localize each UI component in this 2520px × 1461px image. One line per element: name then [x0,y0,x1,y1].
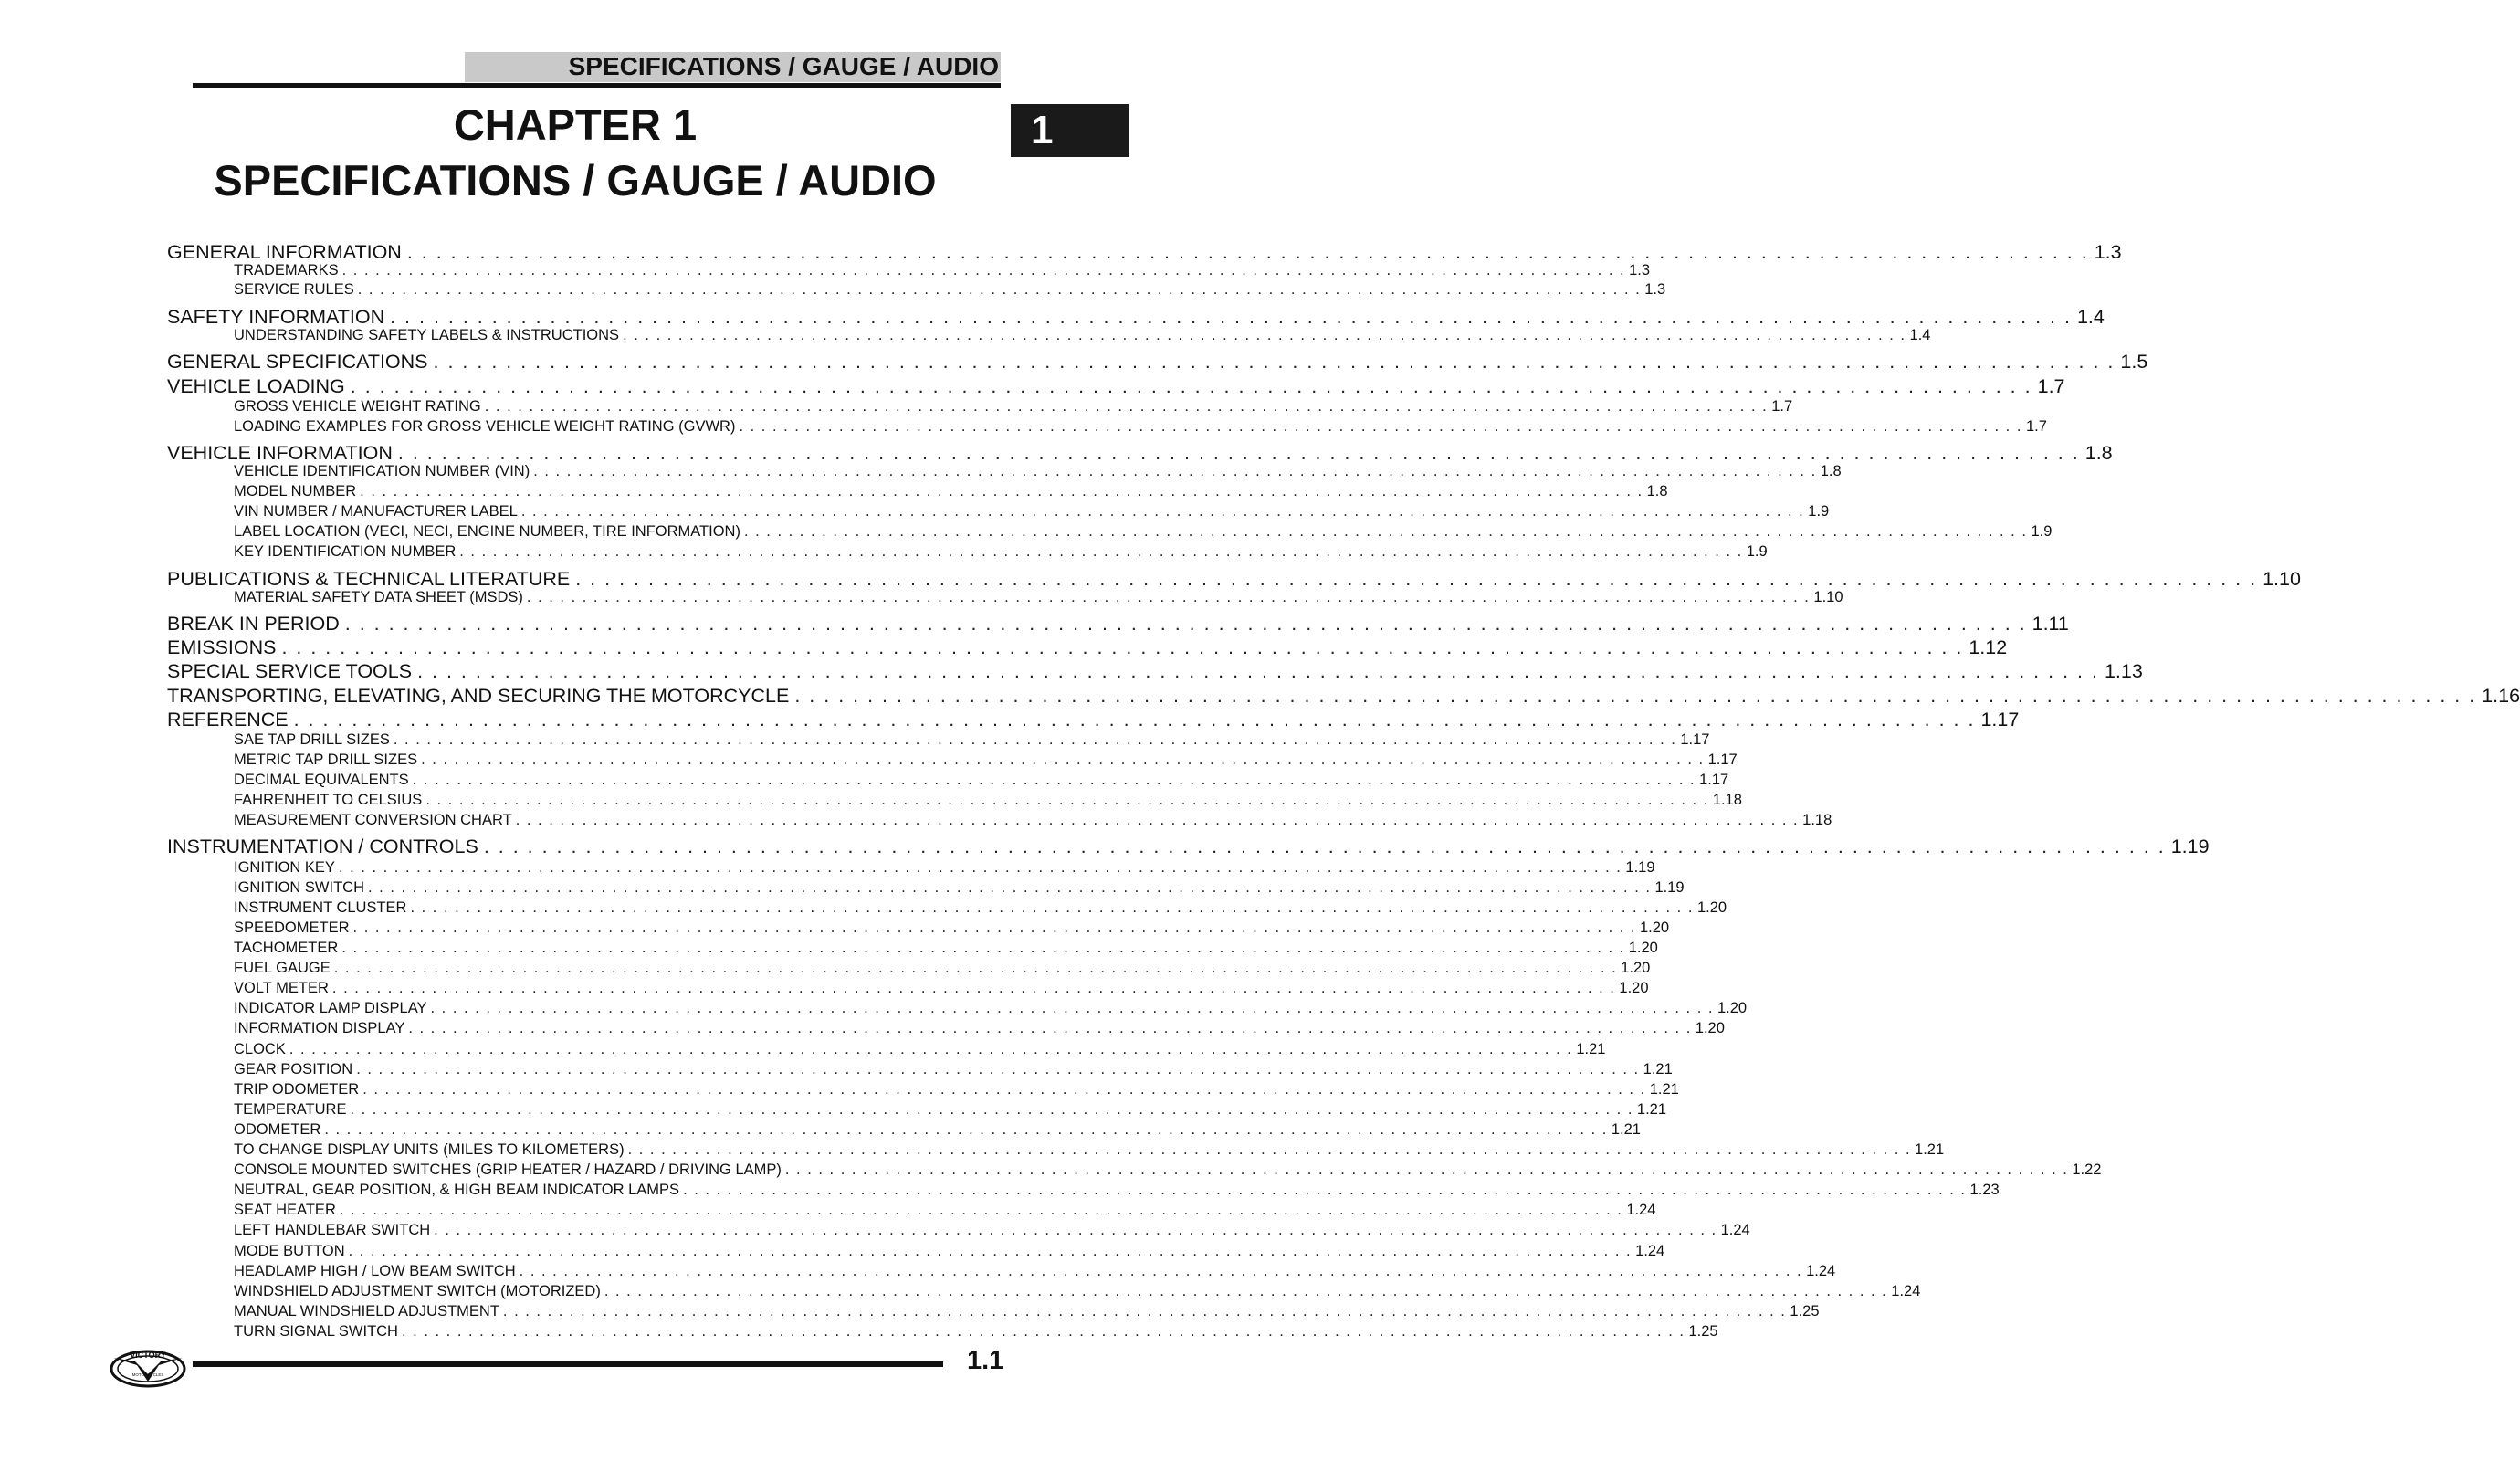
toc-entry-title: INFORMATION DISPLAY [234,1020,405,1036]
toc-entry-title: SAFETY INFORMATION [167,306,385,328]
toc-subsection-entry[interactable] [234,1281,1921,1301]
toc-entry-page: 1.19 [1654,879,1685,896]
toc-entry-page: 1.19 [2170,836,2210,857]
toc-subsection-entry[interactable] [234,541,1768,562]
toc-dot-leader: . . . . . . . . . . . . . . . . . . . . . . . . . . . . . . . . . . . . . . . . . . . . . . . . . . . . . . . . . . . . . . . . . . . . . . . . . . . . . . . . . . . . . . . . . . . . . . . . . . . . . . . . . . . . . . . . . . . . [483,836,2166,857]
toc-subsection-entry[interactable] [234,396,1793,416]
toc-dot-leader: . . . . . . . . . . . . . . . . . . . . . . . . . . . . . . . . . . . . . . . . . . . . . . . . . . . . . . . . . . . . . . . . . . . . . . . . . . . . . . . . . . . . . . . . . . . . . . . . . . . . . . . . . . . . . . . . . . . . [333,960,1618,976]
toc-dot-leader: . . . . . . . . . . . . . . . . . . . . . . . . . . . . . . . . . . . . . . . . . . . . . . . . . . . . . . . . . . . . . . . . . . . . . . . . . . . . . . . . . . . . . . . . . . . . . . . . . . . . . . . . . . . . . . . . . . . . [410,899,1694,916]
toc-subsection-entry[interactable] [234,1200,1656,1220]
toc-entry-title: CLOCK [234,1041,286,1057]
toc-entry-title: TRADEMARKS [234,262,339,279]
toc-dot-leader: . . . . . . . . . . . . . . . . . . . . . . . . . . . . . . . . . . . . . . . . . . . . . . . . . . . . . . . . . . . . . . . . . . . . . . . . . . . . . . . . . . . . . . . . . . . . . . . . . . . . . . . . . . . . . . . . . . . . [362,1081,1646,1098]
toc-entry-title: MODEL NUMBER [234,483,357,499]
toc-entry-page: 1.3 [1629,262,1651,279]
toc-dot-leader: . . . . . . . . . . . . . . . . . . . . . . . . . . . . . . . . . . . . . . . . . . . . . . . . . . . . . . . . . . . . . . . . . . . . . . . . . . . . . . . . . . . . . . . . . . . . . . . . . . . . . . . . . . . . . . . . . . . . [408,1020,1692,1036]
toc-entry-page: 1.20 [1696,899,1727,916]
toc-dot-leader: . . . . . . . . . . . . . . . . . . . . . . . . . . . . . . . . . . . . . . . . . . . . . . . . . . . . . . . . . . . . . . . . . . . . . . . . . . . . . . . . . . . . . . . . . . . . . . . . . . . . . . . . . . . . . . . . . . . . [433,351,2116,373]
toc-subsection-entry[interactable] [234,1180,2000,1200]
toc-entry-title: TRIP ODOMETER [234,1081,360,1098]
toc-entry-page: 1.9 [2031,523,2053,540]
toc-entry-title: FUEL GAUGE [234,960,331,976]
toc-entry-page: 1.21 [1643,1061,1673,1077]
toc-subsection-entry[interactable] [234,416,2047,436]
toc-entry-page: 1.20 [1695,1020,1725,1036]
toc-dot-leader: . . . . . . . . . . . . . . . . . . . . . . . . . . . . . . . . . . . . . . . . . . . . . . . . . . . . . . . . . . . . . . . . . . . . . . . . . . . . . . . . . . . . . . . . . . . . . . . . . . . . . . . . . . . . . . . . . . . . [519,1263,1803,1279]
toc-entry-page: 1.17 [1707,752,1738,768]
toc-entry-title: PUBLICATIONS & TECHNICAL LITERATURE [167,568,571,590]
victory-logo [110,1345,186,1389]
toc-entry-page: 1.20 [1621,960,1651,976]
toc-entry-page: 1.21 [1611,1121,1641,1138]
toc-entry-title: UNDERSTANDING SAFETY LABELS & INSTRUCTIONS [234,327,620,343]
toc-entry-page: 1.22 [2072,1161,2102,1178]
toc-dot-leader: . . . . . . . . . . . . . . . . . . . . . . . . . . . . . . . . . . . . . . . . . . . . . . . . . . . . . . . . . . . . . . . . . . . . . . . . . . . . . . . . . . . . . . . . . . . . . . . . . . . . . . . . . . . . . . . . . . . . [412,772,1696,788]
toc-dot-leader: . . . . . . . . . . . . . . . . . . . . . . . . . . . . . . . . . . . . . . . . . . . . . . . . . . . . . . . . . . . . . . . . . . . . . . . . . . . . . . . . . . . . . . . . . . . . . . . . . . . . . . . . . . . . . . . . . . . . [520,503,1805,520]
toc-entry-page: 1.3 [1644,281,1666,298]
toc-entry-page: 1.17 [1980,709,2020,730]
toc-dot-leader: . . . . . . . . . . . . . . . . . . . . . . . . . . . . . . . . . . . . . . . . . . . . . . . . . . . . . . . . . . . . . . . . . . . . . . . . . . . . . . . . . . . . . . . . . . . . . . . . . . . . . . . . . . . . . . . . . . . . [331,980,1616,996]
toc-entry-title: INSTRUMENTATION / CONTROLS [167,836,478,857]
toc-subsection-entry[interactable] [234,325,1931,345]
toc-dot-leader: . . . . . . . . . . . . . . . . . . . . . . . . . . . . . . . . . . . . . . . . . . . . . . . . . . . . . . . . . . . . . . . . . . . . . . . . . . . . . . . . . . . . . . . . . . . . . . . . . . . . . . . . . . . . . . . . . . . . [401,1323,1685,1340]
toc-entry-page: 1.10 [1813,589,1843,605]
toc-entry-title: WINDSHIELD ADJUSTMENT SWITCH (MOTORIZED) [234,1283,601,1299]
toc-entry-page: 1.9 [1746,543,1768,560]
toc-entry-page: 1.3 [2094,241,2122,263]
logo-wordmark: VICTORY [130,1351,166,1360]
toc-dot-leader: . . . . . . . . . . . . . . . . . . . . . . . . . . . . . . . . . . . . . . . . . . . . . . . . . . . . . . . . . . . . . . . . . . . . . . . . . . . . . . . . . . . . . . . . . . . . . . . . . . . . . . . . . . . . . . . . . . . . [533,463,1817,479]
toc-dot-leader: . . . . . . . . . . . . . . . . . . . . . . . . . . . . . . . . . . . . . . . . . . . . . . . . . . . . . . . . . . . . . . . . . . . . . . . . . . . . . . . . . . . . . . . . . . . . . . . . . . . . . . . . . . . . . . . . . . . . [627,1141,1912,1158]
toc-dot-leader: . . . . . . . . . . . . . . . . . . . . . . . . . . . . . . . . . . . . . . . . . . . . . . . . . . . . . . . . . . . . . . . . . . . . . . . . . . . . . . . . . . . . . . . . . . . . . . . . . . . . . . . . . . . . . . . . . . . . [526,589,1811,605]
toc-entry-title: SPEEDOMETER [234,920,350,936]
toc-entry-title: SERVICE RULES [234,281,354,298]
toc-subsection-entry[interactable] [234,1220,1750,1240]
toc-subsection-entry[interactable] [234,1099,1667,1119]
chapter-tab: 1 [1011,104,1129,157]
logo-subtext: MOTORCYCLES [131,1372,164,1377]
header-rule [193,83,1001,88]
toc-entry-title: GEAR POSITION [234,1061,353,1077]
toc-dot-leader: . . . . . . . . . . . . . . . . . . . . . . . . . . . . . . . . . . . . . . . . . . . . . . . . . . . . . . . . . . . . . . . . . . . . . . . . . . . . . . . . . . . . . . . . . . . . . . . . . . . . . . . . . . . . . . . . . . . . [575,568,2258,590]
toc-entry-page: 1.20 [1628,940,1658,956]
toc-section-entry[interactable] [167,835,2210,858]
toc-subsection-entry[interactable] [234,938,1658,958]
toc-entry-title: HEADLAMP HIGH / LOW BEAM SWITCH [234,1263,516,1279]
toc-subsection-entry[interactable] [234,1018,1725,1038]
toc-entry-title: SEAT HEATER [234,1202,336,1218]
toc-entry-page: 1.19 [1625,859,1655,876]
toc-entry-page: 1.17 [1680,731,1710,748]
toc-entry-page: 1.25 [1790,1303,1820,1319]
toc-entry-page: 1.16 [2482,685,2520,707]
toc-entry-page: 1.7 [2037,375,2065,397]
toc-entry-page: 1.23 [1969,1182,2000,1198]
toc-entry-title: GENERAL INFORMATION [167,241,402,263]
toc-section-entry[interactable] [167,708,2020,731]
toc-entry-title: MANUAL WINDSHIELD ADJUSTMENT [234,1303,499,1319]
toc-dot-leader: . . . . . . . . . . . . . . . . . . . . . . . . . . . . . . . . . . . . . . . . . . . . . . . . . . . . . . . . . . . . . . . . . . . . . . . . . . . . . . . . . . . . . . . . . . . . . . . . . . . . . . . . . . . . . . . . . . . . [352,920,1636,936]
toc-entry-page: 1.21 [1649,1081,1679,1098]
toc-entry-title: TURN SIGNAL SWITCH [234,1323,398,1340]
page-number: 1.1 [967,1346,1004,1375]
toc-entry-page: 1.24 [1720,1222,1750,1238]
toc-entry-title: VEHICLE INFORMATION [167,442,393,464]
toc-subsection-entry[interactable] [234,730,1710,750]
toc-subsection-entry[interactable] [234,481,1668,501]
toc-entry-page: 1.7 [1771,398,1793,415]
toc-section-entry[interactable] [167,374,2065,398]
toc-subsection-entry[interactable] [234,521,2053,541]
toc-dot-leader: . . . . . . . . . . . . . . . . . . . . . . . . . . . . . . . . . . . . . . . . . . . . . . . . . . . . . . . . . . . . . . . . . . . . . . . . . . . . . . . . . . . . . . . . . . . . . . . . . . . . . . . . . . . . . . . . . . . . [794,685,2477,707]
toc-entry-page: 1.10 [2263,568,2301,590]
toc-dot-leader: . . . . . . . . . . . . . . . . . . . . . . . . . . . . . . . . . . . . . . . . . . . . . . . . . . . . . . . . . . . . . . . . . . . . . . . . . . . . . . . . . . . . . . . . . . . . . . . . . . . . . . . . . . . . . . . . . . . . [623,327,1906,343]
toc-entry-title: NEUTRAL, GEAR POSITION, & HIGH BEAM INDICATOR LAMPS [234,1182,680,1198]
toc-entry-title: LOADING EXAMPLES FOR GROSS VEHICLE WEIGHT RATING (GVWR) [234,418,736,435]
toc-entry-title: FAHRENHEIT TO CELSIUS [234,792,423,808]
toc-entry-page: 1.8 [1820,463,1842,479]
running-header-title: SPECIFICATIONS / GAUGE / AUDIO [568,52,999,80]
toc-section-entry[interactable] [167,636,2008,659]
toc-dot-leader: . . . . . . . . . . . . . . . . . . . . . . . . . . . . . . . . . . . . . . . . . . . . . . . . . . . . . . . . . . . . . . . . . . . . . . . . . . . . . . . . . . . . . . . . . . . . . . . . . . . . . . . . . . . . . . . . . . . . [344,613,2027,635]
toc-dot-leader: . . . . . . . . . . . . . . . . . . . . . . . . . . . . . . . . . . . . . . . . . . . . . . . . . . . . . . . . . . . . . . . . . . . . . . . . . . . . . . . . . . . . . . . . . . . . . . . . . . . . . . . . . . . . . . . . . . . . [406,241,2089,263]
toc-entry-page: 1.7 [2025,418,2047,435]
toc-dot-leader: . . . . . . . . . . . . . . . . . . . . . . . . . . . . . . . . . . . . . . . . . . . . . . . . . . . . . . . . . . . . . . . . . . . . . . . . . . . . . . . . . . . . . . . . . . . . . . . . . . . . . . . . . . . . . . . . . . . . [459,543,1743,560]
toc-entry-title: VEHICLE IDENTIFICATION NUMBER (VIN) [234,463,530,479]
toc-entry-page: 1.24 [1635,1243,1665,1259]
toc-entry-title: METRIC TAP DRILL SIZES [234,752,418,768]
toc-dot-leader: . . . . . . . . . . . . . . . . . . . . . . . . . . . . . . . . . . . . . . . . . . . . . . . . . . . . . . . . . . . . . . . . . . . . . . . . . . . . . . . . . . . . . . . . . . . . . . . . . . . . . . . . . . . . . . . . . . . . [350,375,2032,397]
toc-dot-leader: . . . . . . . . . . . . . . . . . . . . . . . . . . . . . . . . . . . . . . . . . . . . . . . . . . . . . . . . . . . . . . . . . . . . . . . . . . . . . . . . . . . . . . . . . . . . . . . . . . . . . . . . . . . . . . . . . . . . [393,731,1677,748]
toc-subsection-entry[interactable] [234,1261,1836,1281]
toc-subsection-entry[interactable] [234,587,1843,607]
toc-dot-leader: . . . . . . . . . . . . . . . . . . . . . . . . . . . . . . . . . . . . . . . . . . . . . . . . . . . . . . . . . . . . . . . . . . . . . . . . . . . . . . . . . . . . . . . . . . . . . . . . . . . . . . . . . . . . . . . . . . . . [324,1121,1608,1138]
toc-entry-title: MODE BUTTON [234,1243,345,1259]
toc-subsection-entry[interactable] [234,1119,1641,1140]
toc-entry-title: MEASUREMENT CONVERSION CHART [234,812,512,828]
toc-entry-title: VOLT METER [234,980,329,996]
toc-dot-leader: . . . . . . . . . . . . . . . . . . . . . . . . . . . . . . . . . . . . . . . . . . . . . . . . . . . . . . . . . . . . . . . . . . . . . . . . . . . . . . . . . . . . . . . . . . . . . . . . . . . . . . . . . . . . . . . . . . . . [430,1000,1714,1016]
toc-entry-title: MATERIAL SAFETY DATA SHEET (MSDS) [234,589,523,605]
toc-section-entry[interactable] [167,684,2520,708]
toc-subsection-entry[interactable] [234,790,1742,810]
toc-dot-leader: . . . . . . . . . . . . . . . . . . . . . . . . . . . . . . . . . . . . . . . . . . . . . . . . . . . . . . . . . . . . . . . . . . . . . . . . . . . . . . . . . . . . . . . . . . . . . . . . . . . . . . . . . . . . . . . . . . . . [348,1243,1633,1259]
toc-dot-leader: . . . . . . . . . . . . . . . . . . . . . . . . . . . . . . . . . . . . . . . . . . . . . . . . . . . . . . . . . . . . . . . . . . . . . . . . . . . . . . . . . . . . . . . . . . . . . . . . . . . . . . . . . . . . . . . . . . . . [293,709,1976,730]
toc-entry-page: 1.20 [1717,1000,1748,1016]
toc-entry-page: 1.8 [2084,442,2113,464]
toc-dot-leader: . . . . . . . . . . . . . . . . . . . . . . . . . . . . . . . . . . . . . . . . . . . . . . . . . . . . . . . . . . . . . . . . . . . . . . . . . . . . . . . . . . . . . . . . . . . . . . . . . . . . . . . . . . . . . . . . . . . . [339,1202,1623,1218]
toc-subsection-entry[interactable] [234,1241,1665,1261]
toc-dot-leader: . . . . . . . . . . . . . . . . . . . . . . . . . . . . . . . . . . . . . . . . . . . . . . . . . . . . . . . . . . . . . . . . . . . . . . . . . . . . . . . . . . . . . . . . . . . . . . . . . . . . . . . . . . . . . . . . . . . . [683,1182,1967,1198]
toc-subsection-entry[interactable] [234,857,1655,878]
toc-subsection-entry[interactable] [234,1059,1673,1079]
toc-entry-page: 1.20 [1619,980,1649,996]
toc-dot-leader: . . . . . . . . . . . . . . . . . . . . . . . . . . . . . . . . . . . . . . . . . . . . . . . . . . . . . . . . . . . . . . . . . . . . . . . . . . . . . . . . . . . . . . . . . . . . . . . . . . . . . . . . . . . . . . . . . . . . [338,859,1622,876]
toc-dot-leader: . . . . . . . . . . . . . . . . . . . . . . . . . . . . . . . . . . . . . . . . . . . . . . . . . . . . . . . . . . . . . . . . . . . . . . . . . . . . . . . . . . . . . . . . . . . . . . . . . . . . . . . . . . . . . . . . . . . . [397,442,2080,464]
toc-entry-page: 1.21 [1576,1041,1606,1057]
toc-entry-page: 1.13 [2104,660,2143,682]
toc-entry-title: EMISSIONS [167,636,277,658]
toc-dot-leader: . . . . . . . . . . . . . . . . . . . . . . . . . . . . . . . . . . . . . . . . . . . . . . . . . . . . . . . . . . . . . . . . . . . . . . . . . . . . . . . . . . . . . . . . . . . . . . . . . . . . . . . . . . . . . . . . . . . . [357,281,1642,298]
toc-entry-page: 1.21 [1915,1141,1945,1158]
toc-dot-leader: . . . . . . . . . . . . . . . . . . . . . . . . . . . . . . . . . . . . . . . . . . . . . . . . . . . . . . . . . . . . . . . . . . . . . . . . . . . . . . . . . . . . . . . . . . . . . . . . . . . . . . . . . . . . . . . . . . . . [604,1283,1888,1299]
toc-subsection-entry[interactable] [234,1079,1679,1099]
toc-subsection-entry[interactable] [234,918,1670,938]
toc-entry-title: CONSOLE MOUNTED SWITCHES (GRIP HEATER / HAZARD / DRIVING LAMP) [234,1161,782,1178]
toc-dot-leader: . . . . . . . . . . . . . . . . . . . . . . . . . . . . . . . . . . . . . . . . . . . . . . . . . . . . . . . . . . . . . . . . . . . . . . . . . . . . . . . . . . . . . . . . . . . . . . . . . . . . . . . . . . . . . . . . . . . . [360,483,1643,499]
toc-dot-leader: . . . . . . . . . . . . . . . . . . . . . . . . . . . . . . . . . . . . . . . . . . . . . . . . . . . . . . . . . . . . . . . . . . . . . . . . . . . . . . . . . . . . . . . . . . . . . . . . . . . . . . . . . . . . . . . . . . . . [425,792,1709,808]
toc-entry-page: 1.18 [1712,792,1742,808]
toc-subsection-entry[interactable] [234,978,1649,998]
toc-dot-leader: . . . . . . . . . . . . . . . . . . . . . . . . . . . . . . . . . . . . . . . . . . . . . . . . . . . . . . . . . . . . . . . . . . . . . . . . . . . . . . . . . . . . . . . . . . . . . . . . . . . . . . . . . . . . . . . . . . . . [515,812,1800,828]
toc-entry-title: VEHICLE LOADING [167,375,345,397]
toc-dot-leader: . . . . . . . . . . . . . . . . . . . . . . . . . . . . . . . . . . . . . . . . . . . . . . . . . . . . . . . . . . . . . . . . . . . . . . . . . . . . . . . . . . . . . . . . . . . . . . . . . . . . . . . . . . . . . . . . . . . . [421,752,1705,768]
toc-subsection-entry[interactable] [234,998,1748,1018]
toc-entry-page: 1.24 [1806,1263,1836,1279]
toc-subsection-entry[interactable] [234,810,1832,830]
toc-entry-title: TEMPERATURE [234,1101,347,1118]
toc-entry-page: 1.8 [1646,483,1668,499]
toc-entry-title: GENERAL SPECIFICATIONS [167,351,428,373]
toc-dot-leader: . . . . . . . . . . . . . . . . . . . . . . . . . . . . . . . . . . . . . . . . . . . . . . . . . . . . . . . . . . . . . . . . . . . . . . . . . . . . . . . . . . . . . . . . . . . . . . . . . . . . . . . . . . . . . . . . . . . . [356,1061,1640,1077]
toc-subsection-entry[interactable] [234,1301,1820,1321]
toc-dot-leader: . . . . . . . . . . . . . . . . . . . . . . . . . . . . . . . . . . . . . . . . . . . . . . . . . . . . . . . . . . . . . . . . . . . . . . . . . . . . . . . . . . . . . . . . . . . . . . . . . . . . . . . . . . . . . . . . . . . . [368,879,1652,896]
toc-entry-title: IGNITION KEY [234,859,335,876]
toc-subsection-entry[interactable] [234,878,1685,898]
toc-entry-title: LABEL LOCATION (VECI, NECI, ENGINE NUMBER, TIRE INFORMATION) [234,523,740,540]
toc-entry-title: SPECIAL SERVICE TOOLS [167,660,413,682]
chapter-title-heading: SPECIFICATIONS / GAUGE / AUDIO [214,156,937,205]
chapter-number-heading: CHAPTER 1 [453,100,698,149]
toc-entry-title: IGNITION SWITCH [234,879,364,896]
toc-entry-title: TACHOMETER [234,940,339,956]
toc-dot-leader: . . . . . . . . . . . . . . . . . . . . . . . . . . . . . . . . . . . . . . . . . . . . . . . . . . . . . . . . . . . . . . . . . . . . . . . . . . . . . . . . . . . . . . . . . . . . . . . . . . . . . . . . . . . . . . . . . . . . [502,1303,1787,1319]
toc-entry-page: 1.21 [1636,1101,1667,1118]
toc-entry-title: REFERENCE [167,709,289,730]
toc-entry-title: BREAK IN PERIOD [167,613,340,635]
toc-dot-leader: . . . . . . . . . . . . . . . . . . . . . . . . . . . . . . . . . . . . . . . . . . . . . . . . . . . . . . . . . . . . . . . . . . . . . . . . . . . . . . . . . . . . . . . . . . . . . . . . . . . . . . . . . . . . . . . . . . . . [743,523,2028,540]
toc-dot-leader: . . . . . . . . . . . . . . . . . . . . . . . . . . . . . . . . . . . . . . . . . . . . . . . . . . . . . . . . . . . . . . . . . . . . . . . . . . . . . . . . . . . . . . . . . . . . . . . . . . . . . . . . . . . . . . . . . . . . [390,306,2072,328]
toc-subsection-entry[interactable] [234,1039,1606,1059]
toc-entry-title: INSTRUMENT CLUSTER [234,899,407,916]
toc-entry-page: 1.4 [2076,306,2105,328]
toc-entry-title: DECIMAL EQUIVALENTS [234,772,409,788]
toc-dot-leader: . . . . . . . . . . . . . . . . . . . . . . . . . . . . . . . . . . . . . . . . . . . . . . . . . . . . . . . . . . . . . . . . . . . . . . . . . . . . . . . . . . . . . . . . . . . . . . . . . . . . . . . . . . . . . . . . . . . . [739,418,2022,435]
toc-subsection-entry[interactable] [234,1140,1945,1160]
toc-dot-leader: . . . . . . . . . . . . . . . . . . . . . . . . . . . . . . . . . . . . . . . . . . . . . . . . . . . . . . . . . . . . . . . . . . . . . . . . . . . . . . . . . . . . . . . . . . . . . . . . . . . . . . . . . . . . . . . . . . . . [341,262,1626,279]
toc-subsection-entry[interactable] [234,750,1738,770]
toc-section-entry[interactable] [167,350,2148,373]
toc-entry-page: 1.9 [1808,503,1830,520]
toc-entry-page: 1.12 [1969,636,2008,658]
toc-subsection-entry[interactable] [234,279,1666,300]
toc-entry-page: 1.25 [1688,1323,1718,1340]
toc-dot-leader: . . . . . . . . . . . . . . . . . . . . . . . . . . . . . . . . . . . . . . . . . . . . . . . . . . . . . . . . . . . . . . . . . . . . . . . . . . . . . . . . . . . . . . . . . . . . . . . . . . . . . . . . . . . . . . . . . . . . [417,660,2099,682]
toc-section-entry[interactable] [167,659,2143,683]
toc-entry-page: 1.20 [1640,920,1670,936]
toc-entry-title: SAE TAP DRILL SIZES [234,731,390,748]
toc-entry-title: TO CHANGE DISPLAY UNITS (MILES TO KILOMETERS) [234,1141,625,1158]
toc-entry-title: VIN NUMBER / MANUFACTURER LABEL [234,503,518,520]
toc-entry-title: KEY IDENTIFICATION NUMBER [234,543,457,560]
toc-subsection-entry[interactable] [234,770,1729,790]
footer-rule [193,1361,943,1367]
toc-dot-leader: . . . . . . . . . . . . . . . . . . . . . . . . . . . . . . . . . . . . . . . . . . . . . . . . . . . . . . . . . . . . . . . . . . . . . . . . . . . . . . . . . . . . . . . . . . . . . . . . . . . . . . . . . . . . . . . . . . . . [281,636,1964,658]
toc-entry-page: 1.24 [1626,1202,1656,1218]
toc-entry-page: 1.17 [1699,772,1729,788]
toc-section-entry[interactable] [167,612,2069,636]
toc-entry-page: 1.11 [2032,613,2069,635]
toc-entry-page: 1.18 [1802,812,1832,828]
toc-subsection-entry[interactable] [234,958,1651,978]
toc-subsection-entry[interactable] [234,260,1651,280]
toc-entry-title: ODOMETER [234,1121,321,1138]
toc-entry-title: LEFT HANDLEBAR SWITCH [234,1222,431,1238]
toc-entry-page: 1.5 [2120,351,2148,373]
toc-dot-leader: . . . . . . . . . . . . . . . . . . . . . . . . . . . . . . . . . . . . . . . . . . . . . . . . . . . . . . . . . . . . . . . . . . . . . . . . . . . . . . . . . . . . . . . . . . . . . . . . . . . . . . . . . . . . . . . . . . . . [341,940,1625,956]
toc-subsection-entry[interactable] [234,1321,1718,1341]
toc-subsection-entry[interactable] [234,501,1830,521]
toc-entry-title: GROSS VEHICLE WEIGHT RATING [234,398,481,415]
toc-entry-page: 1.24 [1891,1283,1921,1299]
toc-dot-leader: . . . . . . . . . . . . . . . . . . . . . . . . . . . . . . . . . . . . . . . . . . . . . . . . . . . . . . . . . . . . . . . . . . . . . . . . . . . . . . . . . . . . . . . . . . . . . . . . . . . . . . . . . . . . . . . . . . . . [484,398,1769,415]
toc-subsection-entry[interactable] [234,1160,2102,1180]
toc-subsection-entry[interactable] [234,461,1842,481]
toc-dot-leader: . . . . . . . . . . . . . . . . . . . . . . . . . . . . . . . . . . . . . . . . . . . . . . . . . . . . . . . . . . . . . . . . . . . . . . . . . . . . . . . . . . . . . . . . . . . . . . . . . . . . . . . . . . . . . . . . . . . . [434,1222,1717,1238]
toc-dot-leader: . . . . . . . . . . . . . . . . . . . . . . . . . . . . . . . . . . . . . . . . . . . . . . . . . . . . . . . . . . . . . . . . . . . . . . . . . . . . . . . . . . . . . . . . . . . . . . . . . . . . . . . . . . . . . . . . . . . . [350,1101,1633,1118]
toc-entry-page: 1.4 [1909,327,1931,343]
toc-entry-title: TRANSPORTING, ELEVATING, AND SECURING THE MOTORCYCLE [167,685,790,707]
toc-dot-leader: . . . . . . . . . . . . . . . . . . . . . . . . . . . . . . . . . . . . . . . . . . . . . . . . . . . . . . . . . . . . . . . . . . . . . . . . . . . . . . . . . . . . . . . . . . . . . . . . . . . . . . . . . . . . . . . . . . . . [289,1041,1573,1057]
toc-subsection-entry[interactable] [234,898,1727,918]
toc-entry-title: INDICATOR LAMP DISPLAY [234,1000,427,1016]
toc-dot-leader: . . . . . . . . . . . . . . . . . . . . . . . . . . . . . . . . . . . . . . . . . . . . . . . . . . . . . . . . . . . . . . . . . . . . . . . . . . . . . . . . . . . . . . . . . . . . . . . . . . . . . . . . . . . . . . . . . . . . [784,1161,2069,1178]
